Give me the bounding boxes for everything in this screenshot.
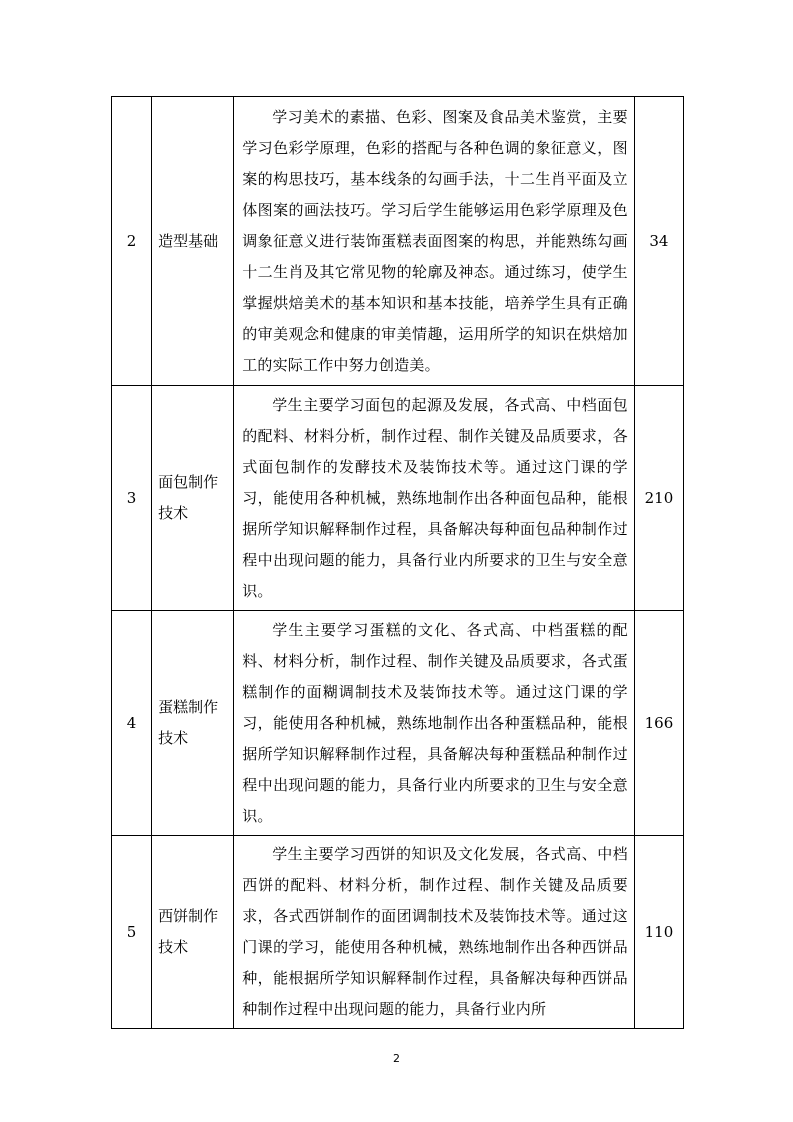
course-number: 4 [112,611,152,836]
course-hours: 110 [634,836,683,1029]
course-description: 学生主要学习面包的起源及发展，各式高、中档面包的配料、材料分析，制作过程、制作关键及品质要求，各式面包制作的发酵技术及装饰技术等。通过这门课的学习，能使用各种机械，熟练地制作出各种面包品种，能根据所学知识解释制作过程，具备解决每种面包品种制作过程中出现问题的能力，具备行业内所要求的卫生与安全意识。 [234,386,635,611]
course-hours: 166 [634,611,683,836]
page-number: 2 [393,1052,400,1065]
course-number: 2 [112,97,152,386]
course-number: 5 [112,836,152,1029]
course-hours: 210 [634,386,683,611]
course-number: 3 [112,386,152,611]
course-name: 面包制作技术 [152,386,234,611]
course-description: 学生主要学习蛋糕的文化、各式高、中档蛋糕的配料、材料分析，制作过程、制作关键及品质要求，各式蛋糕制作的面糊调制技术及装饰技术等。通过这门课的学习，能使用各种机械，熟练地制作出各种蛋糕品种，能根据所学知识解释制作过程，具备解决每种蛋糕品种制作过程中出现问题的能力，具备行业内所要求的卫生与安全意识。 [234,611,635,836]
course-name: 蛋糕制作技术 [152,611,234,836]
course-name: 西饼制作技术 [152,836,234,1029]
course-description: 学习美术的素描、色彩、图案及食品美术鉴赏，主要学习色彩学原理，色彩的搭配与各种色调的象征意义，图案的构思技巧，基本线条的勾画手法，十二生肖平面及立体图案的画法技巧。学习后学生能够运用色彩学原理及色调象征意义进行装饰蛋糕表面图案的构思，并能熟练勾画十二生肖及其它常见物的轮廓及神态。通过练习，使学生掌握烘焙美术的基本知识和基本技能，培养学生具有正确的审美观念和健康的审美情趣，运用所学的知识在烘焙加工的实际工作中努力创造美。 [234,97,635,386]
table-row [112,611,684,836]
table-row [112,386,684,611]
table-row [112,97,684,386]
course-description: 学生主要学习西饼的知识及文化发展，各式高、中档西饼的配料、材料分析，制作过程、制作关键及品质要求，各式西饼制作的面团调制技术及装饰技术等。通过这门课的学习，能使用各种机械，熟练地制作出各种西饼品种，能根据所学知识解释制作过程，具备解决每种西饼品种制作过程中出现问题的能力，具备行业内所 [234,836,635,1029]
table-row [112,836,684,1029]
course-name: 造型基础 [152,97,234,386]
course-hours: 34 [634,97,683,386]
course-table [111,96,684,1029]
